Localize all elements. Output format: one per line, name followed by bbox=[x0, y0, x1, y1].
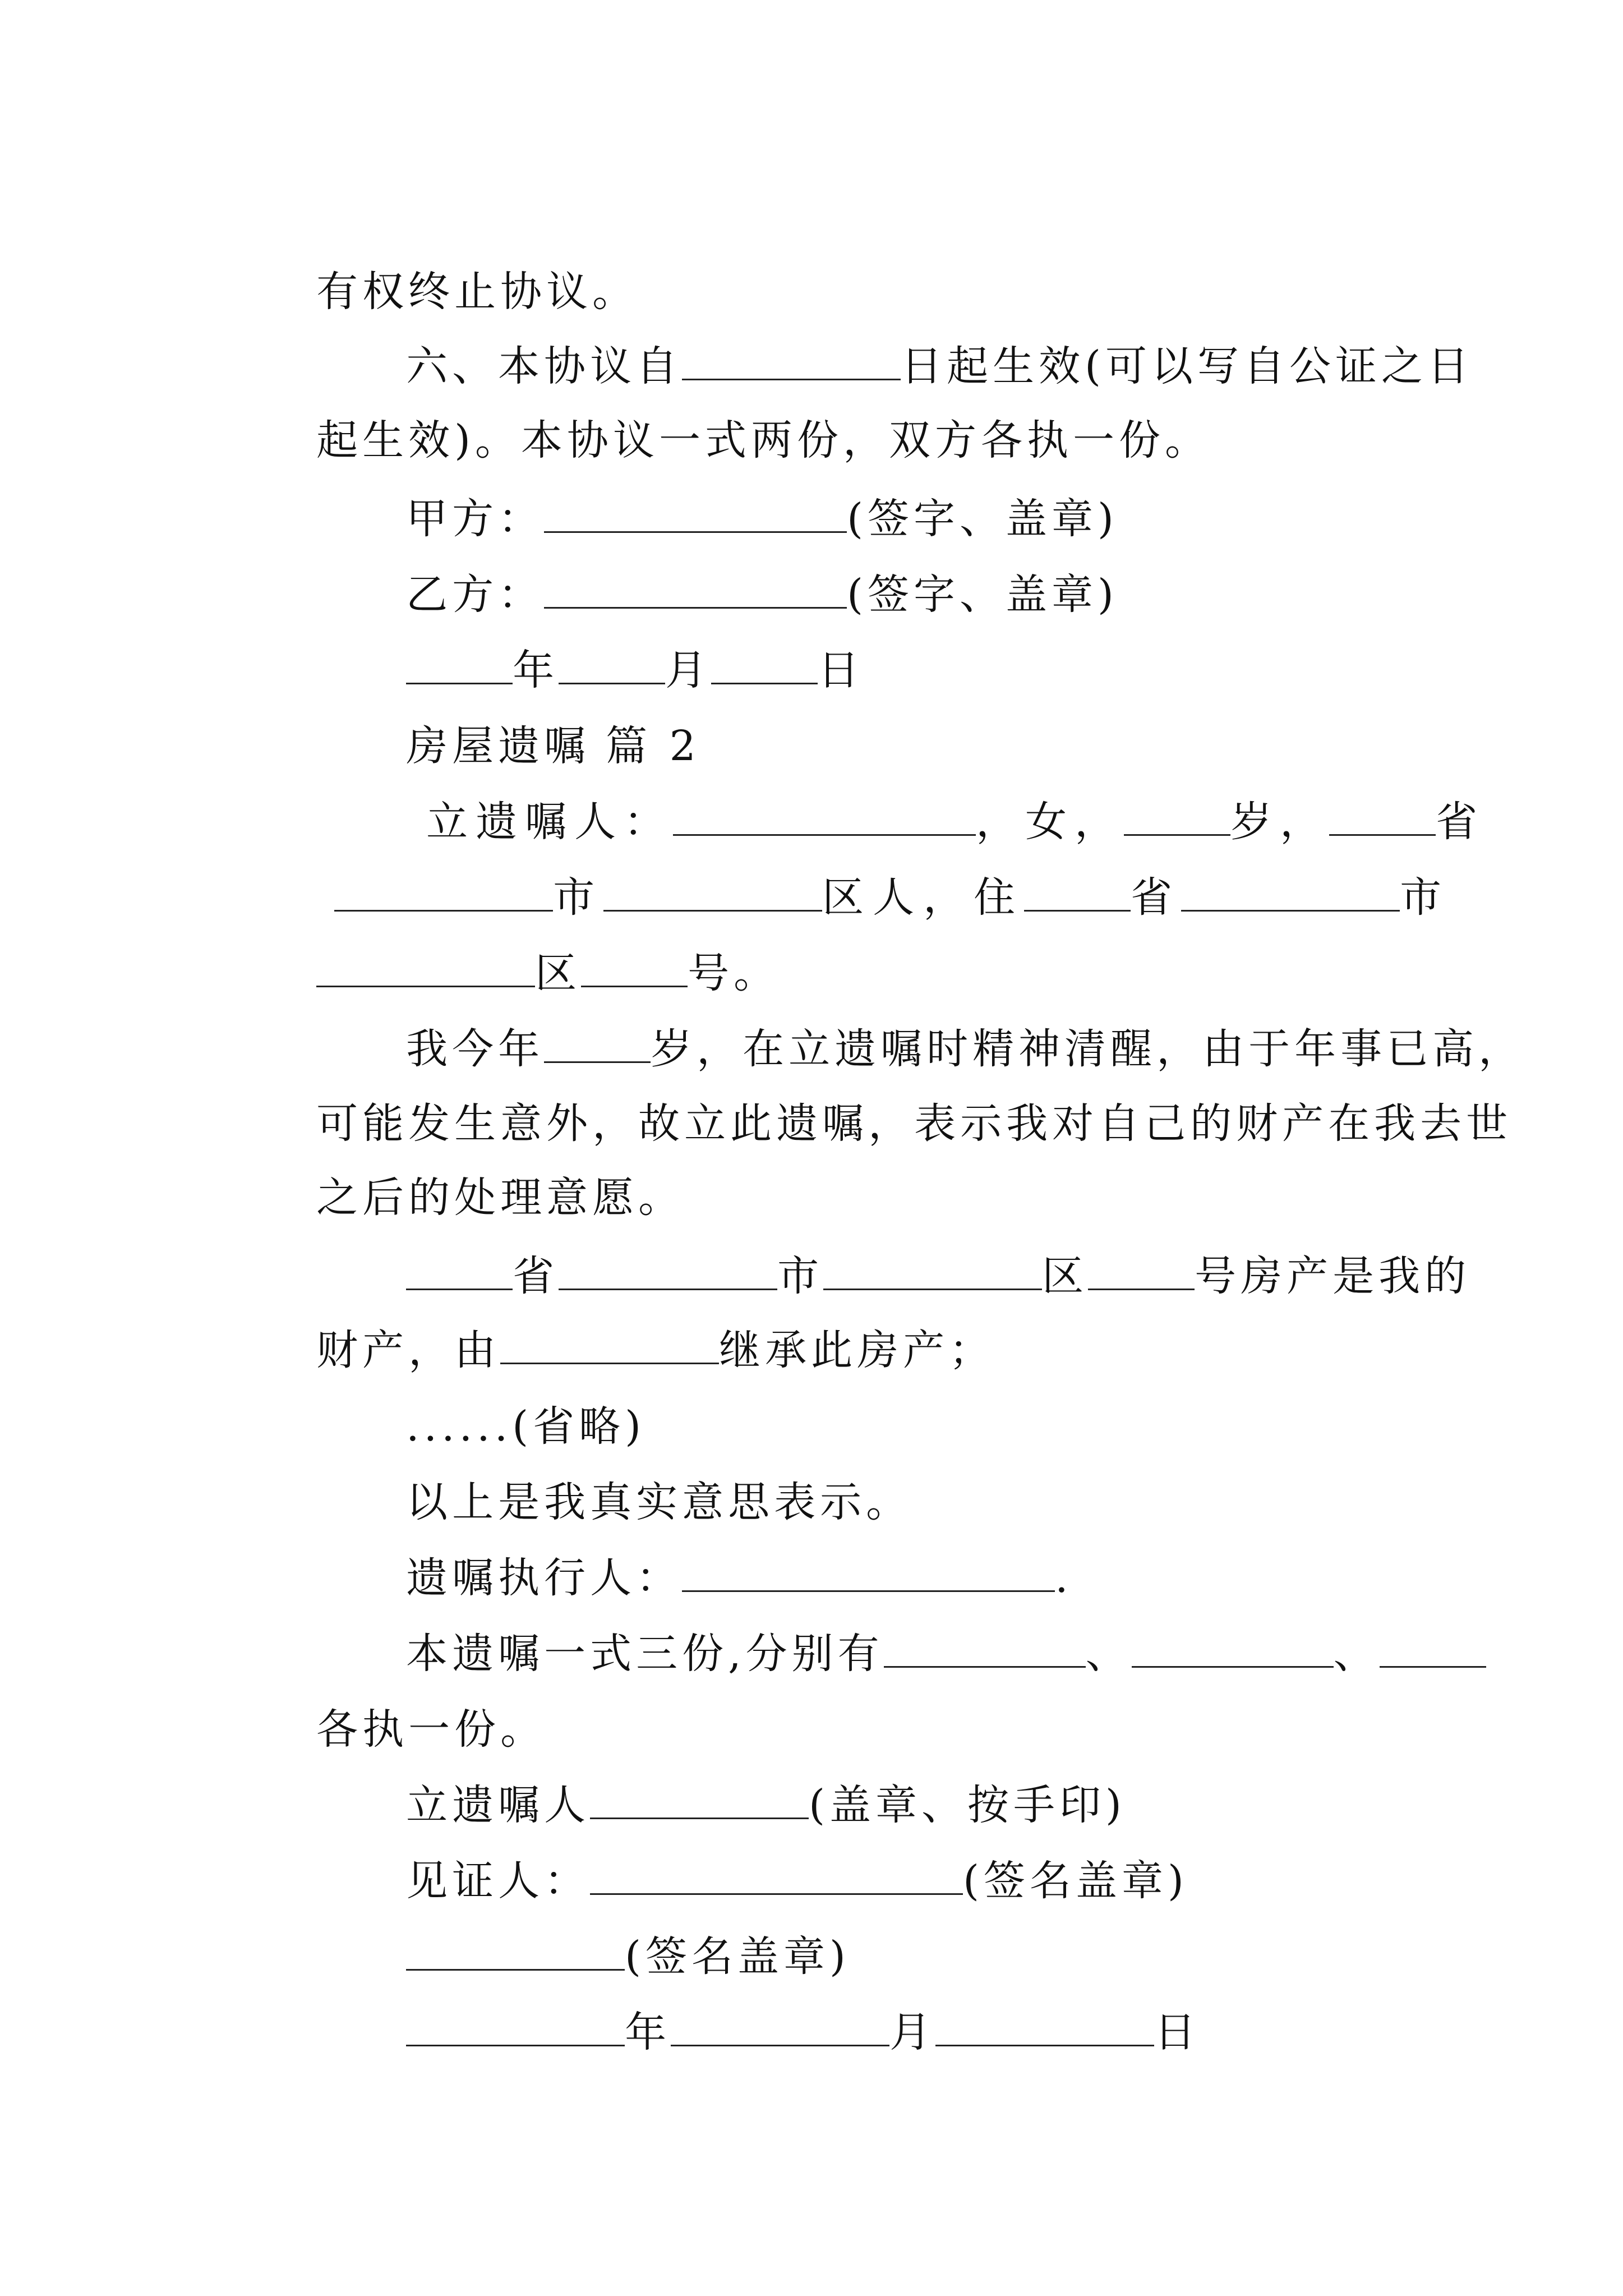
blank-field bbox=[935, 2010, 1154, 2046]
paragraph-text: 起生效)。本协议一式两份，双方各执一份。 bbox=[316, 416, 1211, 464]
party-a-label: 甲方： bbox=[406, 495, 545, 543]
date-month-label: 月 bbox=[889, 2008, 936, 2056]
testator-label: 立遗嘱人 bbox=[406, 1781, 591, 1829]
paragraph-text: 区 bbox=[1042, 1252, 1089, 1300]
paragraph-effective-date-line2 bbox=[246, 365, 1211, 464]
blank-field bbox=[711, 648, 818, 684]
paragraph-text: 以上是我真实意思表示。 bbox=[406, 1478, 912, 1526]
date-month-label: 月 bbox=[665, 646, 712, 694]
party-a-signature-line bbox=[335, 443, 1118, 543]
executor-label: 遗嘱执行人： bbox=[406, 1554, 683, 1602]
property-address-line2 bbox=[246, 1274, 995, 1374]
paragraph-text: 继承此房产； bbox=[719, 1326, 995, 1374]
paragraph-text: 区人，住 bbox=[822, 873, 1025, 922]
paragraph-text: 市 bbox=[1400, 873, 1451, 922]
paragraph-text: 省 bbox=[1131, 873, 1182, 922]
section-heading bbox=[335, 670, 700, 770]
paragraph-text: 号房产是我的 bbox=[1195, 1252, 1471, 1300]
testator-info-line2 bbox=[246, 822, 1451, 922]
signature-note: (签字、盖章) bbox=[847, 570, 1118, 619]
paragraph-terminate-agreement bbox=[246, 216, 639, 316]
witness-label: 见证人： bbox=[406, 1857, 591, 1905]
paragraph-text: 省 bbox=[1436, 798, 1486, 846]
testator-statement-line2 bbox=[246, 1048, 1513, 1148]
date-year-label: 年 bbox=[625, 2008, 671, 2056]
blank-field bbox=[1024, 876, 1131, 912]
paragraph-text: 区 bbox=[535, 949, 582, 997]
signature-note: (盖章、按手印) bbox=[809, 1781, 1126, 1829]
party-b-label: 乙方： bbox=[406, 570, 545, 619]
copies-line2 bbox=[246, 1654, 547, 1754]
signature-note: (签名盖章) bbox=[963, 1857, 1188, 1905]
property-address-line1 bbox=[335, 1200, 1471, 1300]
omitted-line bbox=[335, 1351, 645, 1451]
paragraph-effective-date-line1 bbox=[335, 291, 1473, 390]
declaration-line bbox=[335, 1427, 912, 1526]
paragraph-text: 、 bbox=[1333, 1630, 1380, 1678]
paragraph-text: 可能发生意外，故立此遗嘱，表示我对自己的财产在我去世 bbox=[316, 1099, 1513, 1148]
testator-info-line1 bbox=[342, 746, 1486, 846]
blank-field bbox=[1088, 1254, 1195, 1290]
final-date-line bbox=[335, 1957, 1201, 2056]
blank-field bbox=[406, 2010, 625, 2046]
paragraph-text: 市 bbox=[553, 873, 604, 922]
paragraph-text: 号。 bbox=[688, 949, 780, 997]
paragraph-text: 有权终止协议。 bbox=[316, 268, 639, 316]
section-title: 房屋遗嘱 bbox=[406, 722, 591, 770]
section-number: 篇 2 bbox=[606, 722, 700, 770]
paragraph-text: 、 bbox=[1085, 1630, 1132, 1678]
paragraph-text: 之后的处理意愿。 bbox=[316, 1174, 685, 1222]
paragraph-text: 立遗嘱人： bbox=[426, 798, 674, 846]
paragraph-text: 六、本协议自 bbox=[406, 342, 683, 390]
witness-signature-line bbox=[335, 1805, 1188, 1905]
blank-field bbox=[671, 2010, 889, 2046]
paragraph-text: ......(省略) bbox=[406, 1402, 645, 1451]
party-b-signature-line bbox=[335, 519, 1118, 619]
paragraph-text: 我今年 bbox=[406, 1025, 545, 1073]
blank-field bbox=[1132, 1632, 1334, 1668]
blank-field bbox=[1181, 876, 1400, 912]
paragraph-text: 省 bbox=[513, 1252, 559, 1300]
testator-info-line3 bbox=[246, 898, 780, 997]
signature-note: (签字、盖章) bbox=[847, 495, 1118, 543]
paragraph-text: 市 bbox=[777, 1252, 824, 1300]
paragraph-text: 各执一份。 bbox=[316, 1705, 547, 1754]
copies-line1 bbox=[335, 1578, 1486, 1678]
signature-note: (签名盖章) bbox=[625, 1932, 850, 1981]
date-day-label: 日 bbox=[818, 646, 864, 694]
paragraph-text: 本遗嘱一式三份,分别有 bbox=[406, 1630, 884, 1678]
date-day-label: 日 bbox=[1154, 2008, 1201, 2056]
paragraph-text: . bbox=[1055, 1554, 1073, 1602]
second-witness-signature-line bbox=[335, 1881, 850, 1981]
blank-field bbox=[884, 1632, 1086, 1668]
paragraph-text: ，女， bbox=[976, 798, 1124, 846]
date-year-label: 年 bbox=[513, 646, 559, 694]
date-line bbox=[335, 595, 864, 694]
paragraph-text: 财产，由 bbox=[316, 1326, 501, 1374]
blank-field bbox=[1380, 1632, 1486, 1668]
paragraph-text: 岁， bbox=[1230, 798, 1330, 846]
paragraph-text: 日起生效(可以写自公证之日 bbox=[901, 342, 1473, 390]
testator-statement-line3 bbox=[246, 1122, 685, 1222]
testator-signature-line bbox=[335, 1729, 1126, 1829]
testator-statement-line1 bbox=[335, 973, 1525, 1073]
paragraph-text: 岁，在立遗嘱时精神清醒，由于年事已高， bbox=[651, 1025, 1525, 1073]
executor-line bbox=[335, 1502, 1073, 1602]
